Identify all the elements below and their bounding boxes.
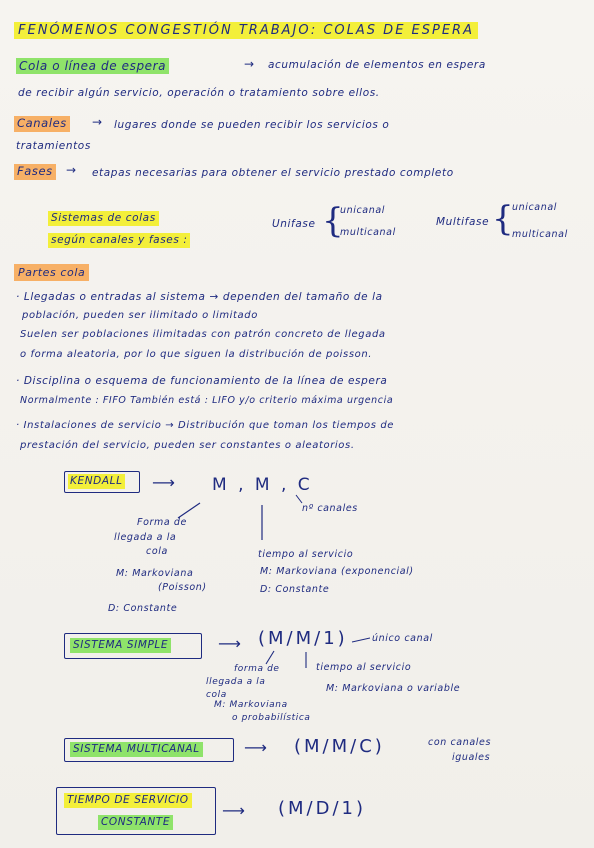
simple-forma-1: forma de	[234, 664, 280, 674]
partes-heading: Partes cola	[14, 264, 89, 281]
kendall-forma-1: Forma de	[137, 517, 187, 528]
def-cola-1: acumulación de elementos en espera	[268, 59, 486, 71]
sistemas-label-2: según canales y fases :	[48, 233, 190, 248]
def-canales-2: tratamientos	[16, 140, 91, 152]
llegadas-line-2: población, pueden ser ilimitado o limitado	[22, 310, 258, 321]
kendall-forma-3: cola	[146, 546, 168, 557]
llegadas-line-3: Suelen ser poblaciones ilimitadas con patrón concreto de llegada	[20, 329, 386, 340]
unifase-brace: {	[322, 201, 344, 241]
simple-forma-3: cola	[206, 690, 227, 700]
kendall-forma-poisson: (Poisson)	[158, 582, 207, 593]
kendall-notation: M , M , C	[212, 475, 313, 495]
kendall-c-label: nº canales	[302, 503, 358, 514]
unifase-multicanal: multicanal	[340, 227, 396, 238]
kendall-tiempo-m: M: Markoviana (exponencial)	[260, 566, 414, 577]
kendall-forma-pointer	[178, 503, 200, 518]
multifase-unicanal: unicanal	[512, 202, 558, 213]
simple-forma-pointer	[266, 651, 274, 664]
llegadas-line-4: o forma aleatoria, por lo que siguen la distribución de poisson.	[20, 349, 373, 360]
def-cola-2: de recibir algún servicio, operación o tratamiento sobre ellos.	[18, 87, 380, 99]
multicanal-note-2: iguales	[452, 752, 491, 763]
arrow-cola: →	[244, 57, 255, 71]
simple-forma-2: llegada a la	[206, 677, 266, 687]
unifase-unicanal: unicanal	[340, 205, 386, 216]
constante-notation: (M/D/1)	[278, 798, 367, 819]
kendall-forma-m: M: Markoviana	[116, 568, 194, 579]
instalaciones-line-2: prestación del servicio, pueden ser constantes o aleatorios.	[20, 440, 355, 451]
kendall-label: KENDALL	[70, 475, 123, 487]
disciplina-line-1: · Disciplina o esquema de funcionamiento de la línea de espera	[16, 375, 388, 387]
simple-forma-p: o probabilística	[232, 713, 311, 723]
simple-arrow: ⟶	[218, 634, 242, 653]
multicanal-arrow: ⟶	[244, 738, 268, 757]
multicanal-notation: (M/M/C)	[294, 736, 385, 757]
def-fases: etapas necesarias para obtener el servicio prestado completo	[92, 167, 454, 179]
simple-unico-pointer	[352, 638, 370, 642]
simple-notation: (M/M/1)	[258, 628, 348, 649]
multifase-multicanal: multicanal	[512, 229, 568, 240]
def-canales-1: lugares donde se pueden recibir los servicios o	[114, 119, 390, 131]
kendall-arrow: ⟶	[152, 473, 176, 492]
multicanal-label: SISTEMA MULTICANAL	[70, 742, 203, 757]
simple-forma-m: M: Markoviana	[214, 700, 288, 710]
disciplina-line-2: Normalmente : FIFO También está : LIFO y/o criterio máxima urgencia	[20, 395, 394, 406]
arrow-canales: →	[92, 115, 103, 129]
multifase-label: Multifase	[436, 216, 490, 228]
simple-unico: único canal	[372, 633, 433, 644]
constante-label-1: TIEMPO DE SERVICIO	[64, 793, 192, 808]
sistemas-label-1: Sistemas de colas	[48, 211, 159, 226]
kendall-tiempo-d: D: Constante	[260, 584, 330, 595]
constante-arrow: ⟶	[222, 801, 246, 820]
multicanal-note-1: con canales	[428, 737, 491, 748]
constante-label-2: CONSTANTE	[98, 815, 173, 830]
simple-tiempo-m: M: Markoviana o variable	[326, 683, 461, 694]
term-fases: Fases	[14, 164, 56, 180]
term-cola: Cola o línea de espera	[16, 58, 169, 74]
page-title: FENÓMENOS CONGESTIÓN TRABAJO: COLAS DE ESPERA	[14, 22, 478, 39]
llegadas-line-1: · Llegadas o entradas al sistema → dependen del tamaño de la	[16, 291, 383, 303]
unifase-label: Unifase	[272, 218, 316, 230]
term-canales: Canales	[14, 116, 70, 132]
kendall-c-pointer	[296, 495, 302, 503]
arrow-fases: →	[66, 163, 77, 177]
multifase-brace: {	[492, 199, 514, 239]
kendall-forma-2: llegada a la	[114, 532, 177, 543]
simple-label: SISTEMA SIMPLE	[70, 638, 171, 653]
kendall-forma-d: D: Constante	[108, 603, 178, 614]
instalaciones-line-1: · Instalaciones de servicio → Distribución que toman los tiempos de	[16, 420, 395, 431]
simple-tiempo: tiempo al servicio	[316, 662, 412, 673]
kendall-tiempo-label: tiempo al servicio	[258, 549, 354, 560]
